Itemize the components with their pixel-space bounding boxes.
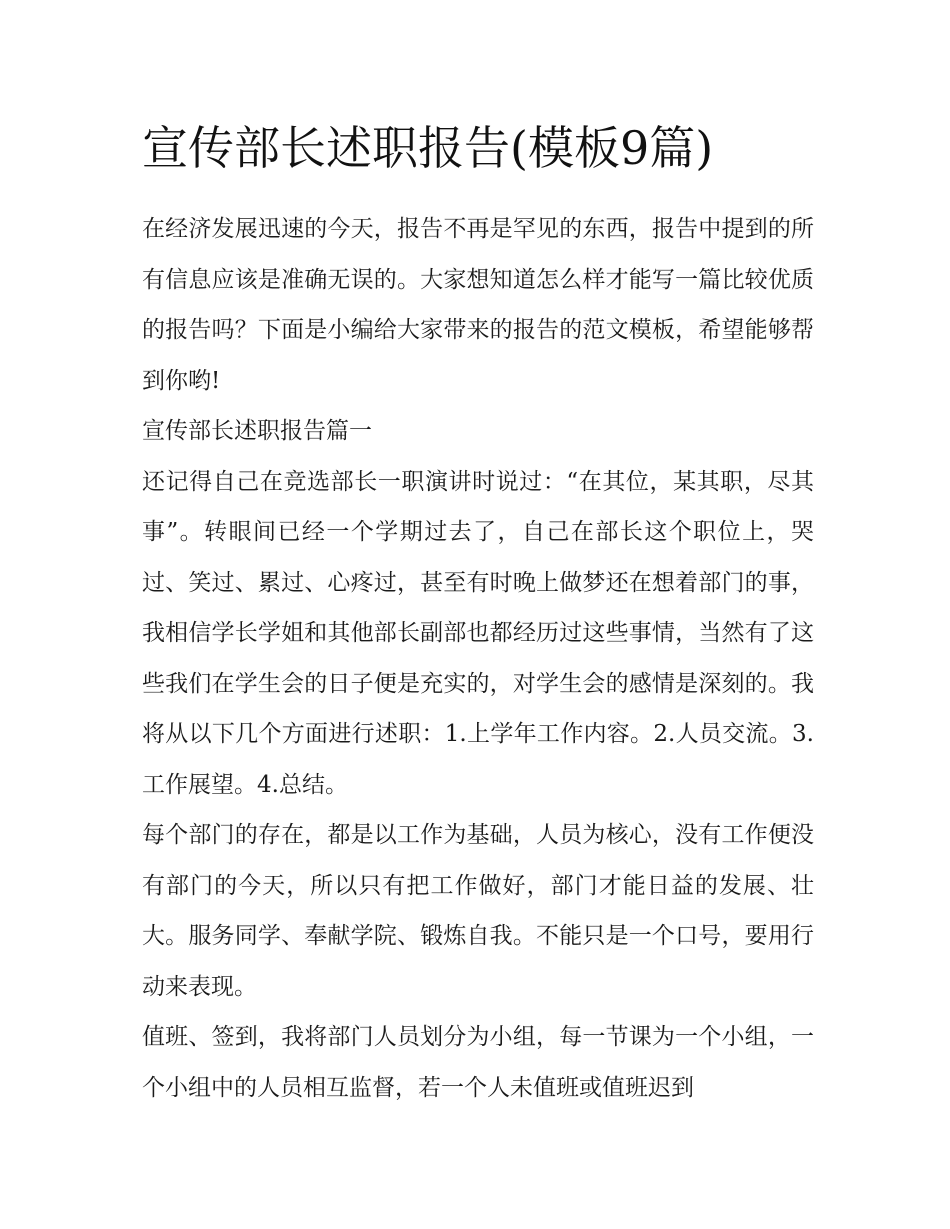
body-paragraph: 还记得自己在竞选部长一职演讲时说过：“在其位，某其职，尽其事”。转眼间已经一个学期过去了，自己在部长这个职位上，哭过、笑过、累过、心疼过，甚至有时晚上做梦还在想着部门的事，我相信学长学姐和其他部长副部也都经历过这些事情，当然有了这些我们在学生会的日子便是充实的，对学生会的感情是深刻的。我将从以下几个方面进行述职：1.上学年工作内容。2.人员交流。3.工作展望。4.总结。 (142, 468, 814, 798)
document-title: 宣传部长述职报告(模板9篇) (142, 121, 714, 175)
section-heading: 宣传部长述职报告篇一 (142, 418, 372, 444)
body-paragraph: 每个部门的存在，都是以工作为基础，人员为核心，没有工作便没有部门的今天，所以只有把工作做好，部门才能日益的发展、壮大。服务同学、奉献学院、锻炼自我。不能只是一个口号，要用行动来表现。 (142, 822, 814, 1000)
body-paragraph: 值班、签到，我将部门人员划分为小组，每一节课为一个小组，一个小组中的人员相互监督，若一个人未值班或值班迟到 (142, 1024, 814, 1101)
intro-paragraph: 在经济发展迅速的今天，报告不再是罕见的东西，报告中提到的所有信息应该是准确无误的。大家想知道怎么样才能写一篇比较优质的报告吗？下面是小编给大家带来的报告的范文模板，希望能够帮到你哟! (142, 216, 814, 394)
document-body (142, 112, 814, 1113)
